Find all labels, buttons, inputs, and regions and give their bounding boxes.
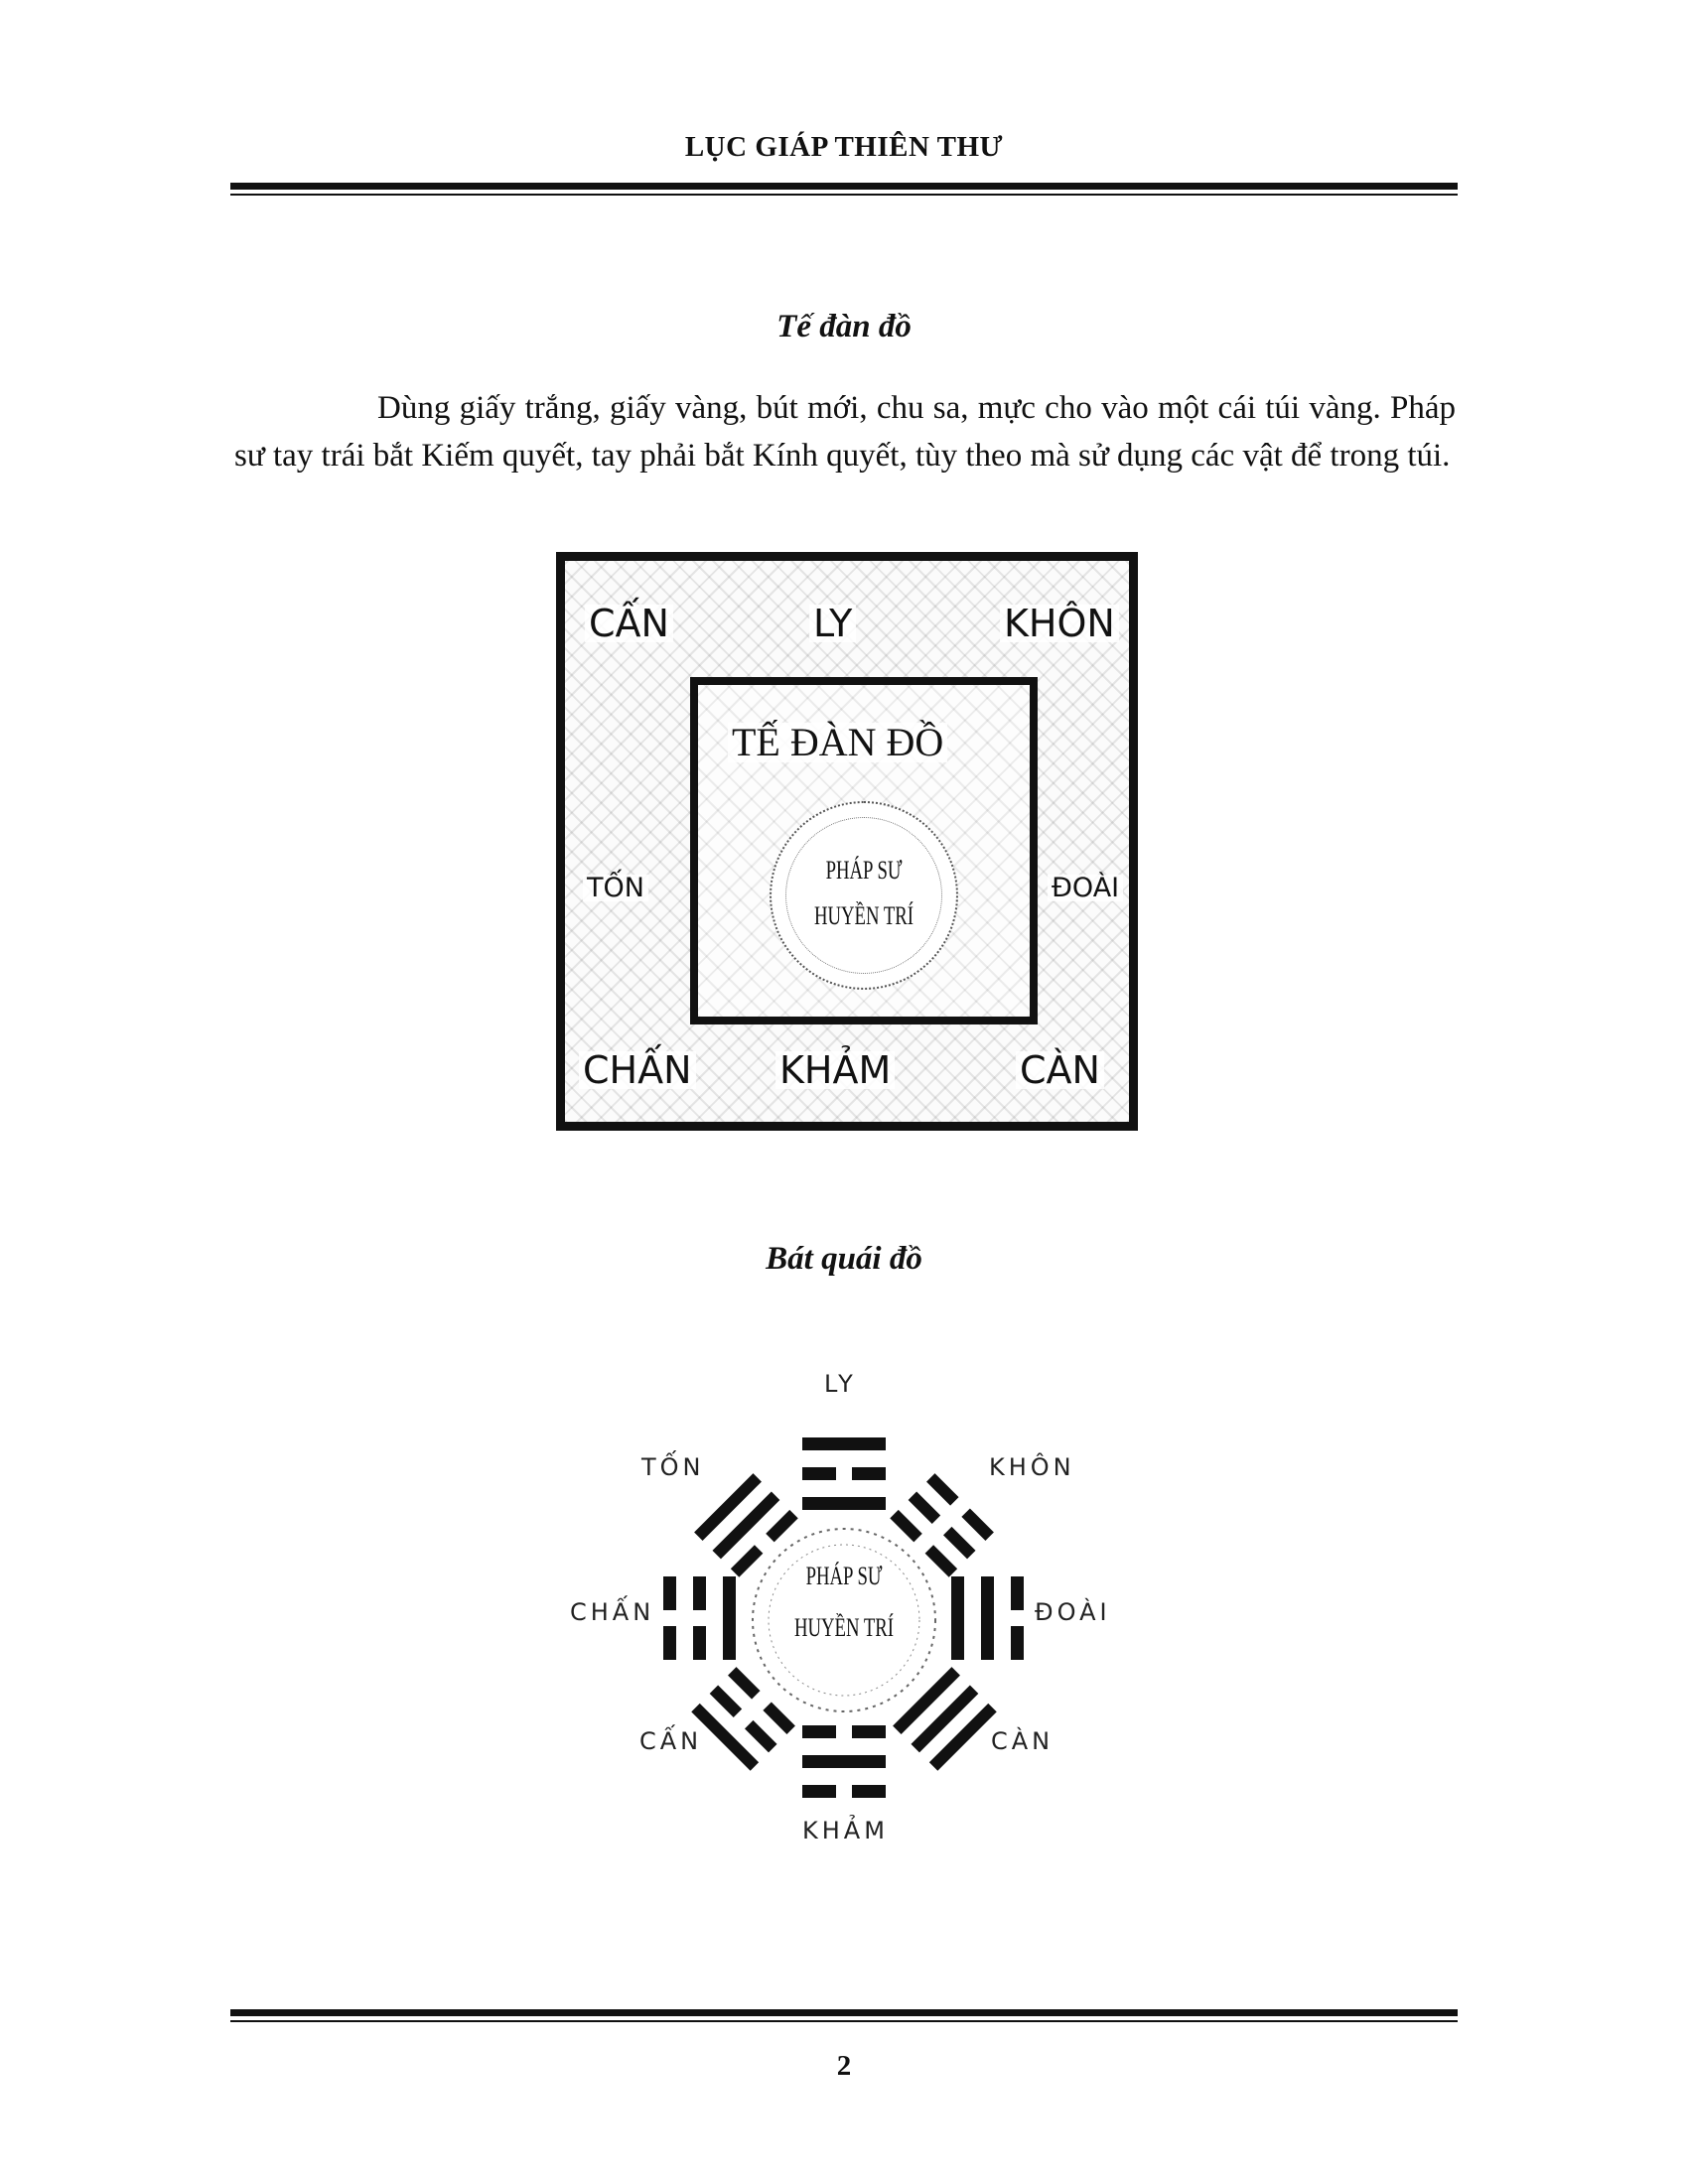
footer-rule-thin <box>230 2020 1458 2022</box>
trigram-doai <box>951 1576 1024 1660</box>
bagua-seal-line-1: PHÁP SƯ <box>805 1562 883 1590</box>
altar-diagram <box>556 552 1138 1131</box>
label-can-top-left: CẤN <box>585 605 673 642</box>
bagua-diagram <box>556 1360 1132 1866</box>
trigram-kham <box>802 1725 886 1798</box>
seal-line-2: HUYỀN TRÍ <box>813 901 914 930</box>
bagua-label-ly: LY <box>824 1370 857 1398</box>
label-kham-bottom: KHẢM <box>775 1051 895 1089</box>
label-ton-left: TỐN <box>583 875 648 901</box>
bagua-label-chan: CHẤN <box>570 1598 655 1626</box>
bagua-label-doai: ĐOÀI <box>1035 1598 1111 1626</box>
seal-stamp <box>770 801 958 990</box>
label-chan-bottom-left: CHẤN <box>579 1051 696 1089</box>
bagua-label-ton: TỐN <box>641 1453 705 1481</box>
trigram-ly <box>802 1437 886 1510</box>
section-title-bat-quai-do: Bát quái đồ <box>766 1241 922 1277</box>
header-rule-thick <box>230 183 1458 190</box>
altar-diagram-title: TẾ ĐÀN ĐỒ <box>728 723 947 762</box>
trigram-chan <box>663 1576 736 1660</box>
page-number: 2 <box>836 2050 852 2082</box>
label-ly-top: LY <box>809 605 856 642</box>
bagua-label-can-left: CẤN <box>639 1727 703 1755</box>
bagua-label-kham: KHẢM <box>802 1817 889 1844</box>
body-paragraph: Dùng giấy trắng, giấy vàng, bút mới, chu sa, mực cho vào một cái túi vàng. Pháp sư tay trái bắt Kiếm quyết, tay phải bắt Kính quyết, tùy theo mà sử dụng các vật để trong túi. <box>234 390 1456 474</box>
section-title-te-dan-do: Tế đàn đồ <box>776 309 912 344</box>
bagua-label-khon: KHÔN <box>989 1453 1075 1481</box>
altar-inner-square <box>690 677 1038 1024</box>
label-khon-top-right: KHÔN <box>1000 605 1119 642</box>
bagua-seal-line-2: HUYỀN TRÍ <box>793 1613 895 1642</box>
label-can-bottom-right: CÀN <box>1016 1051 1104 1089</box>
running-header: LỤC GIÁP THIÊN THƯ <box>684 131 1004 163</box>
header-rule-thin <box>230 194 1458 196</box>
bagua-label-can-right: CÀN <box>991 1727 1055 1755</box>
seal-line-1: PHÁP SƯ <box>825 856 903 885</box>
label-doai-right: ĐOÀI <box>1048 875 1123 901</box>
footer-rule-thick <box>230 2009 1458 2016</box>
